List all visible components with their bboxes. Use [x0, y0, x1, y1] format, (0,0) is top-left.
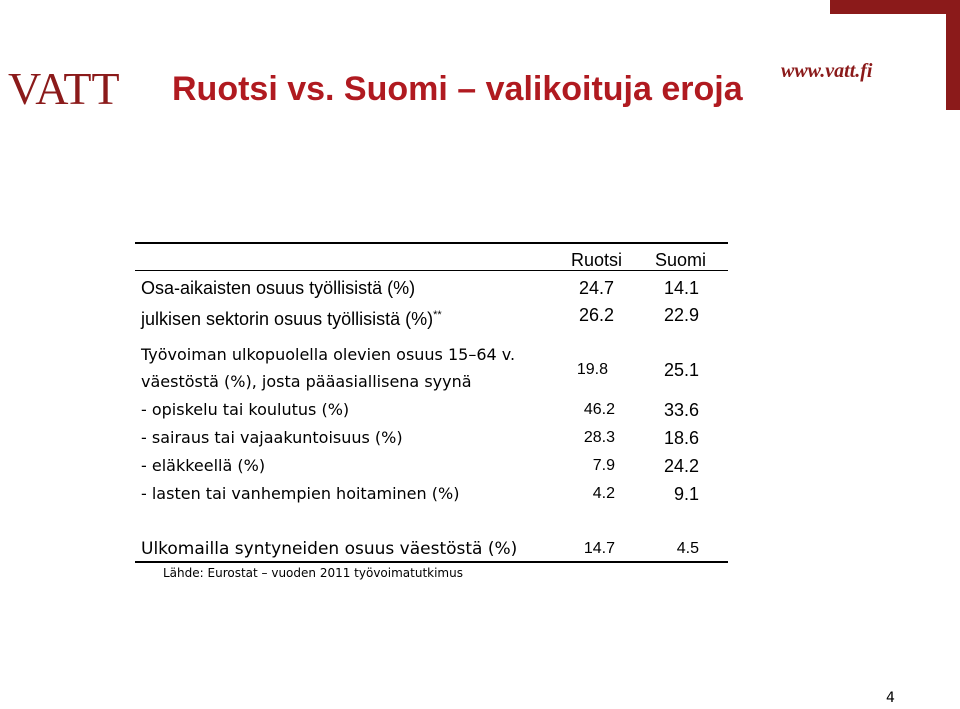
row-value-ruotsi: 7.9 [592, 457, 615, 474]
row-value-suomi: 9.1 [673, 484, 699, 504]
row-label: julkisen sektorin osuus työllisistä (%)** [141, 309, 442, 329]
row-label: - lasten tai vanhempien hoitaminen (%) [141, 484, 460, 503]
column-header-suomi: Suomi [655, 250, 707, 270]
page-number: 4 [886, 690, 895, 706]
footnote-marker: ** [433, 309, 442, 321]
header-rule [135, 270, 728, 271]
row-value-ruotsi: 28.3 [583, 429, 615, 446]
row-label-line2: väestöstä (%), josta pääasiallisena syynä [141, 372, 472, 391]
logo-text: VATT [8, 63, 120, 114]
row-label: - eläkkeellä (%) [141, 456, 266, 475]
row-label: - opiskelu tai koulutus (%) [141, 400, 350, 419]
row-label: - sairaus tai vajaakuntoisuus (%) [141, 428, 403, 447]
row-value-ruotsi: 24.7 [578, 278, 614, 298]
corner-decoration [820, 0, 960, 110]
row-value-ruotsi: 14.7 [583, 540, 615, 557]
row-value-suomi: 22.9 [663, 305, 699, 325]
row-value-suomi: 33.6 [663, 400, 699, 420]
source-note: Lähde: Eurostat – vuoden 2011 työvoimatutkimus [163, 566, 463, 580]
row-value-ruotsi: 26.2 [578, 305, 614, 325]
row-label: Ulkomailla syntyneiden osuus väestöstä (%) [141, 539, 518, 559]
site-url: www.vatt.fi [781, 60, 873, 82]
row-label: Osa-aikaisten osuus työllisistä (%) [141, 278, 416, 298]
table-bottom-rule [135, 561, 728, 563]
row-value-ruotsi: 4.2 [592, 485, 615, 502]
vatt-logo [8, 60, 120, 114]
row-value-ruotsi: 46.2 [583, 401, 615, 418]
column-header-ruotsi: Ruotsi [571, 250, 623, 270]
page-title: Ruotsi vs. Suomi – valikoituja eroja [172, 70, 743, 108]
row-value-suomi: 25.1 [663, 360, 699, 380]
row-value-ruotsi: 19.8 [576, 361, 608, 378]
table-top-rule [135, 242, 728, 244]
row-value-suomi: 4.5 [676, 540, 699, 557]
row-value-suomi: 24.2 [663, 456, 699, 476]
row-value-suomi: 14.1 [663, 278, 699, 298]
row-value-suomi: 18.6 [663, 428, 699, 448]
row-label-line1: Työvoiman ulkopuolella olevien osuus 15–64 v. [141, 345, 516, 364]
